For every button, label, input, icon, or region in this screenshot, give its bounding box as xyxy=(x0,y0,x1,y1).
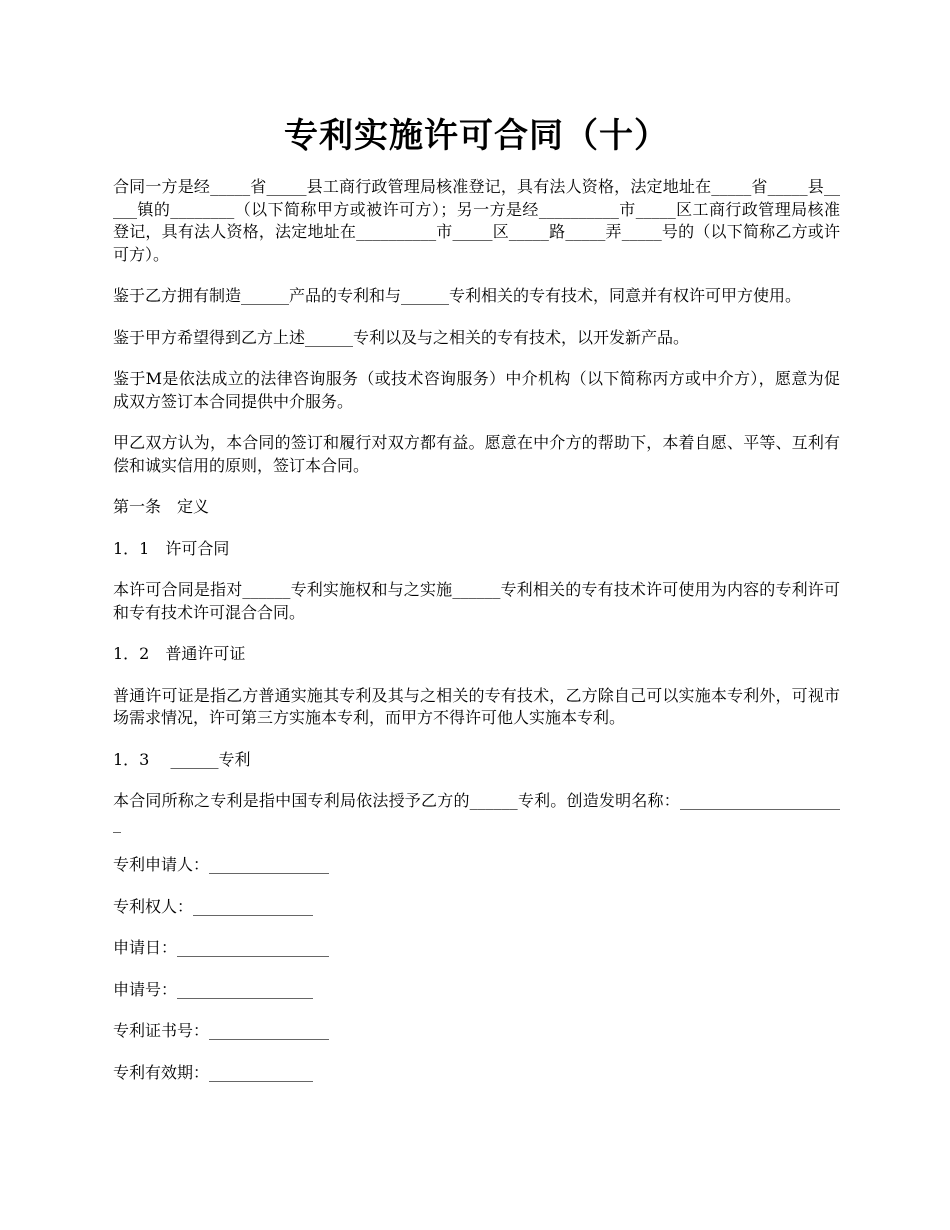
paragraph-whereas-licensee: 鉴于甲方希望得到乙方上述______专利以及与之相关的专有技术，以开发新产品。 xyxy=(113,327,690,347)
field-patent-applicant: 专利申请人：_______________ xyxy=(113,855,330,874)
field-application-number: 申请号：_________________ xyxy=(113,979,314,999)
paragraph-whereas-patent: 鉴于乙方拥有制造______产品的专利和与______专利相关的专有技术，同意并有权许可甲方使用。 xyxy=(113,286,802,305)
section-1-3-text: 本合同所称之专利是指中国专利局依法授予乙方的______专利。创造发明名称：_____________________ xyxy=(113,791,840,833)
paragraph-parties: 合同一方是经_____省_____县工商行政管理局核准登记，具有法人资格，法定地址在_____省_____县_____镇的________（以下简称甲方或被许可方）；另一方是经__________市_____区工商行政管理局核准登记，具有法人资格，法定地址在__________市_____区_____路_____弄_____号的（以下简称乙方或许可方）。 xyxy=(113,177,840,264)
section-1-2-heading: 1．2 普通许可证 xyxy=(113,644,246,663)
section-1-1-heading: 1．1 许可合同 xyxy=(113,538,230,558)
document-title: 专利实施许可合同（十） xyxy=(284,116,669,156)
section-1-3-heading: 1．3 ______专利 xyxy=(113,749,251,769)
field-certificate-number: 专利证书号：_______________ xyxy=(113,1021,330,1040)
field-validity-period: 专利有效期：_____________ xyxy=(113,1062,314,1082)
article-1-heading: 第一条 定义 xyxy=(113,497,210,516)
paragraph-whereas-intermediary: 鉴于M是依法成立的法律咨询服务（或技术咨询服务）中介机构（以下简称丙方或中介方），愿意为促成双方签订本合同提供中介服务。 xyxy=(113,369,840,411)
field-patentee: 专利权人：_______________ xyxy=(113,896,314,916)
document-body xyxy=(113,108,840,1103)
section-1-2-text: 普通许可证是指乙方普通实施其专利及其与之相关的专有技术，乙方除自己可以实施本专利外，可视市场需求情况，许可第三方实施本专利，而甲方不得许可他人实施本专利。 xyxy=(113,685,840,727)
field-application-date: 申请日：___________________ xyxy=(113,938,330,957)
paragraph-agreement: 甲乙双方认为，本合同的签订和履行对双方都有益。愿意在中介方的帮助下，本着自愿、平等、互利有偿和诚实信用的原则，签订本合同。 xyxy=(113,433,840,475)
section-1-1-text: 本许可合同是指对______专利实施权和与之实施______专利相关的专有技术许可使用为内容的专利许可和专有技术许可混合合同。 xyxy=(113,580,840,622)
